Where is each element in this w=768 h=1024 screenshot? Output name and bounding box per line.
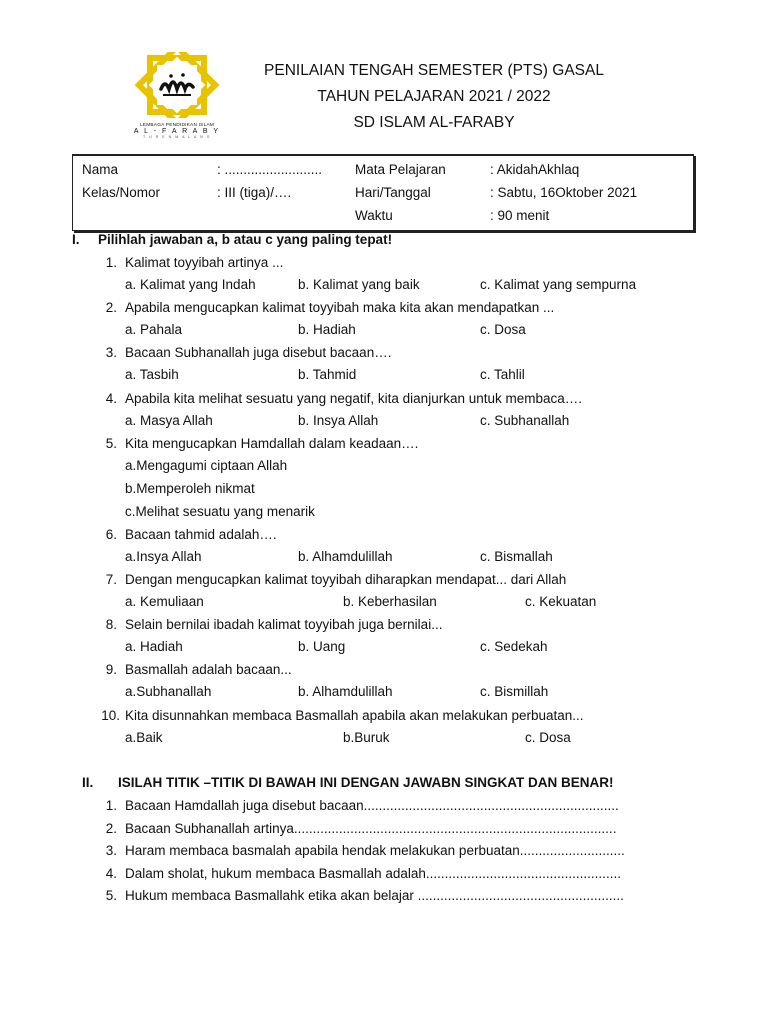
answer-option-b[interactable]: b. Tahmid: [298, 367, 357, 382]
answer-option-b[interactable]: b. Alhamdulillah: [298, 549, 393, 564]
answer-option-c[interactable]: c. Tahlil: [480, 367, 525, 382]
answer-option-b[interactable]: b. Hadiah: [298, 322, 356, 337]
fill-question-number: 4.: [105, 865, 117, 881]
question-text: Kita mengucapkan Hamdallah dalam keadaan….: [125, 436, 419, 451]
question-text: Basmallah adalah bacaan...: [125, 662, 292, 677]
answer-option-a[interactable]: a. Masya Allah: [125, 413, 213, 428]
answer-option-c[interactable]: c. Sedekah: [480, 639, 548, 654]
question-number: 8.: [105, 617, 117, 632]
answer-option-c[interactable]: c. Dosa: [480, 322, 526, 337]
nama-value[interactable]: : ..........................: [217, 162, 323, 177]
logo-caption: LEMBAGA PENDIDIKAN ISLAM: [139, 123, 215, 128]
question-text: Kita disunnahkan membaca Basmallah apabila akan melakukan perbuatan...: [125, 708, 584, 723]
student-info-box: [72, 154, 694, 231]
answer-option-b[interactable]: b. Uang: [298, 639, 346, 654]
question-text: Bacaan tahmid adalah….: [125, 527, 277, 542]
answer-option-c[interactable]: c. Kalimat yang sempurna: [480, 277, 637, 292]
logo-caption-location: T U R E N M A L A N G: [142, 134, 212, 139]
logo-caption-name: A L - F A R A B Y: [133, 128, 221, 136]
answer-option-c[interactable]: c. Bismallah: [480, 549, 553, 564]
answer-option-c[interactable]: c. Subhanallah: [480, 413, 570, 428]
answer-option-c[interactable]: c.Melihat sesuatu yang menarik: [125, 504, 315, 519]
kelas-label: Kelas/Nomor: [82, 185, 161, 200]
answer-option-b[interactable]: b.Buruk: [343, 730, 390, 745]
fill-question-text[interactable]: Bacaan Subhanallah artinya......................................................................................: [125, 820, 617, 836]
kelas-value[interactable]: : III (tiga)/….: [217, 185, 292, 200]
answer-option-b[interactable]: b. Insya Allah: [298, 413, 379, 428]
section2-numeral: II.: [82, 775, 94, 790]
answer-option-c[interactable]: c. Kekuatan: [525, 594, 597, 609]
question-text: Apabila kita melihat sesuatu yang negatif, kita dianjurkan untuk membaca….: [125, 391, 583, 406]
fill-question-number: 1.: [105, 798, 117, 813]
answer-option-b[interactable]: b.Memperoleh nikmat: [125, 481, 255, 496]
school-year: TAHUN PELAJARAN 2021 / 2022: [317, 88, 551, 105]
answer-option-a[interactable]: a. Tasbih: [125, 367, 179, 382]
hari-value: : Sabtu, 16Oktober 2021: [490, 185, 638, 200]
question-number: 5.: [105, 436, 117, 451]
waktu-value: : 90 menit: [490, 208, 550, 223]
question-number: 9.: [105, 662, 117, 677]
question-number: 6.: [105, 527, 117, 542]
question-text: Selain bernilai ibadah kalimat toyyibah juga bernilai...: [125, 617, 443, 632]
answer-option-b[interactable]: b. Kalimat yang baik: [298, 277, 420, 292]
answer-option-a[interactable]: a.Baik: [125, 730, 163, 745]
fill-question-text[interactable]: Bacaan Hamdallah juga disebut bacaan....................................................................: [125, 798, 619, 813]
fill-question-number: 2.: [105, 820, 117, 836]
question-number: 3.: [105, 345, 117, 360]
answer-option-a[interactable]: a. Hadiah: [125, 639, 183, 654]
question-number: 2.: [105, 300, 117, 315]
mapel-value: : AkidahAkhlaq: [490, 162, 580, 177]
question-number: 4.: [105, 391, 117, 406]
question-number: 7.: [105, 572, 117, 587]
question-text: Apabila mengucapkan kalimat toyyibah maka kita akan mendapatkan ...: [125, 300, 555, 315]
exam-title: PENILAIAN TENGAH SEMESTER (PTS) GASAL: [264, 62, 604, 79]
answer-option-c[interactable]: c. Bismillah: [480, 684, 549, 699]
school-name: SD ISLAM AL-FARABY: [353, 114, 515, 131]
question-text: Dengan mengucapkan kalimat toyyibah diharapkan mendapat... dari Allah: [125, 572, 567, 587]
hari-label: Hari/Tanggal: [355, 185, 431, 200]
waktu-label: Waktu: [355, 208, 393, 223]
fill-question-number: 3.: [105, 843, 117, 858]
answer-option-a[interactable]: a.Subhanallah: [125, 684, 212, 699]
mapel-label: Mata Pelajaran: [355, 162, 446, 177]
nama-label: Nama: [82, 162, 119, 177]
question-text: Kalimat toyyibah artinya ...: [125, 255, 284, 270]
question-number: 1.: [105, 255, 117, 270]
answer-option-a[interactable]: a. Pahala: [125, 322, 183, 337]
fill-question-text[interactable]: Dalam sholat, hukum membaca Basmallah adalah....................................................: [125, 865, 621, 881]
fill-question-text[interactable]: Hukum membaca Basmallahk etika akan belajar .......................................................: [125, 888, 624, 903]
answer-option-a[interactable]: a. Kalimat yang Indah: [125, 277, 256, 292]
section2-instruction: ISILAH TITIK –TITIK DI BAWAH INI DENGAN JAWABN SINGKAT DAN BENAR!: [118, 775, 614, 790]
answer-option-b[interactable]: b. Keberhasilan: [343, 594, 437, 609]
answer-option-a[interactable]: a.Insya Allah: [125, 549, 202, 564]
answer-option-a[interactable]: a. Kemuliaan: [125, 594, 204, 609]
answer-option-a[interactable]: a.Mengagumi ciptaan Allah: [125, 458, 288, 473]
answer-option-c[interactable]: c. Dosa: [525, 730, 571, 745]
fill-question-text[interactable]: Haram membaca basmalah apabila hendak melakukan perbuatan............................: [125, 843, 625, 858]
section1-instruction: Pilihlah jawaban a, b atau c yang paling tepat!: [98, 232, 393, 247]
question-number: 10.: [101, 708, 120, 723]
answer-option-b[interactable]: b. Alhamdulillah: [298, 684, 393, 699]
question-text: Bacaan Subhanallah juga disebut bacaan….: [125, 345, 392, 360]
fill-question-number: 5.: [105, 888, 117, 903]
section1-numeral: I.: [72, 232, 80, 247]
